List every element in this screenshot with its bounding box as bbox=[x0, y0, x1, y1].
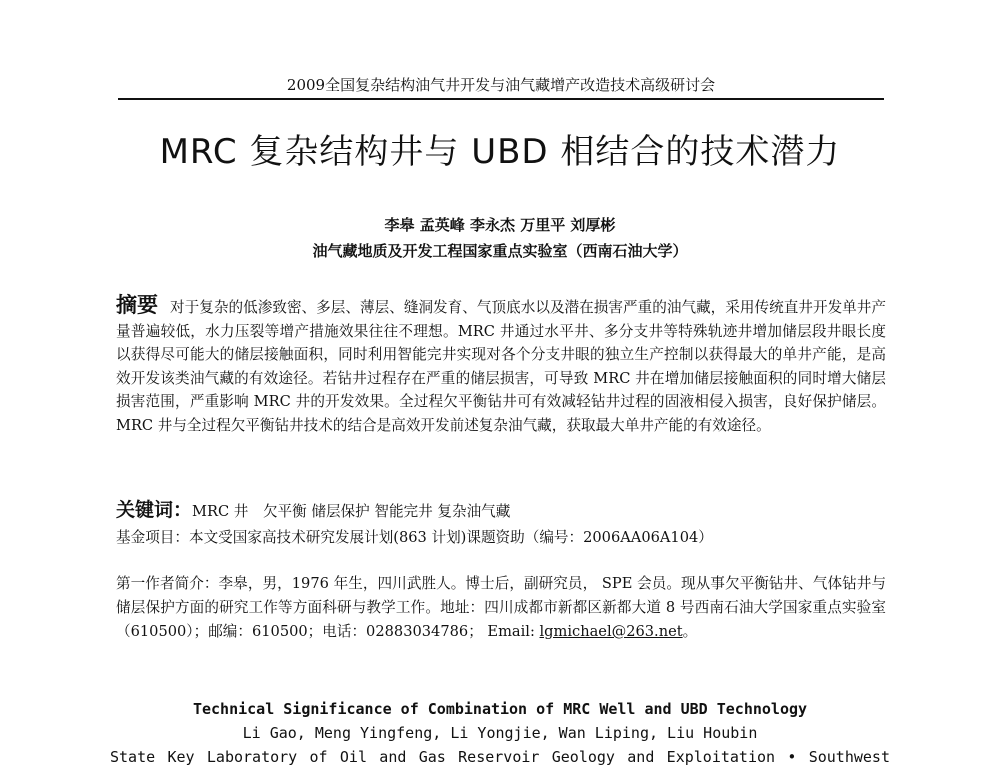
keywords bbox=[116, 498, 886, 524]
affiliation: 油气藏地质及开发工程国家重点实验室（西南石油大学） bbox=[312, 242, 688, 260]
english-authors: Li Gao, Meng Yingfeng, Li Yongjie, Wan Liping, Liu Houbin bbox=[242, 724, 758, 742]
conference-header: 2009全国复杂结构油气井开发与油气藏增产改造技术高级研讨会 bbox=[118, 72, 884, 100]
abstract-label: 摘要 bbox=[116, 293, 159, 317]
author-bio bbox=[116, 572, 886, 644]
author-bio-text: 第一作者简介：李皋，男，1976 年生，四川武胜人。博士后，副研究员， SPE 会员。现从事欠平衡钻井、气体钻井与储层保护方面的研究工作等方面科研与教学工作。地址：四川成都市新都区新都大道 8 号西南石油大学国家重点实验室（610500）；邮编：610500；电话：02883034786； Email: bbox=[116, 575, 886, 640]
paper-title: MRC 复杂结构井与 UBD 相结合的技术潜力 bbox=[159, 132, 841, 172]
abstract bbox=[116, 294, 886, 437]
keywords-label: 关键词： bbox=[116, 499, 193, 521]
abstract-text: 对于复杂的低渗致密、多层、薄层、缝洞发育、气顶底水以及潜在损害严重的油气藏，采用传统直井开发单井产量普遍较低，水力压裂等增产措施效果往往不理想。MRC 井通过水平井、多分支井等特殊轨迹井增加储层段井眼长度以获得尽可能大的储层接触面积，同时利用智能完井实现对各个分支井眼的独立生产控制以获得最大的单井产能，是高效开发该类油气藏的有效途径。若钻井过程存在严重的储层损害，可导致 MRC 井在增加储层接触面积的同时增大储层损害范围，严重影响 MRC 井的开发效果。全过程欠平衡钻井可有效减轻钻井过程的固液相侵入损害，良好保护储层。MRC 井与全过程欠平衡钻井技术的结合是高效开发前述复杂油气藏，获取最大单井产能的有效途径。 bbox=[116, 299, 887, 434]
english-title: Technical Significance of Combination of MRC Well and UBD Technology bbox=[192, 700, 808, 718]
keywords-text: MRC 井 欠平衡 储层保护 智能完井 复杂油气藏 bbox=[192, 503, 511, 520]
fund-note: 基金项目：本文受国家高技术研究发展计划(863 计划)课题资助（编号：2006AA06A104） bbox=[116, 529, 713, 546]
email-link[interactable]: lgmichael@263.net bbox=[539, 623, 683, 640]
english-affiliation: State Key Laboratory of Oil and Gas Reservoir Geology and Exploitation • Southwest bbox=[110, 748, 890, 766]
author-list: 李皋 孟英峰 李永杰 万里平 刘厚彬 bbox=[384, 216, 616, 234]
author-bio-end: 。 bbox=[682, 623, 698, 640]
